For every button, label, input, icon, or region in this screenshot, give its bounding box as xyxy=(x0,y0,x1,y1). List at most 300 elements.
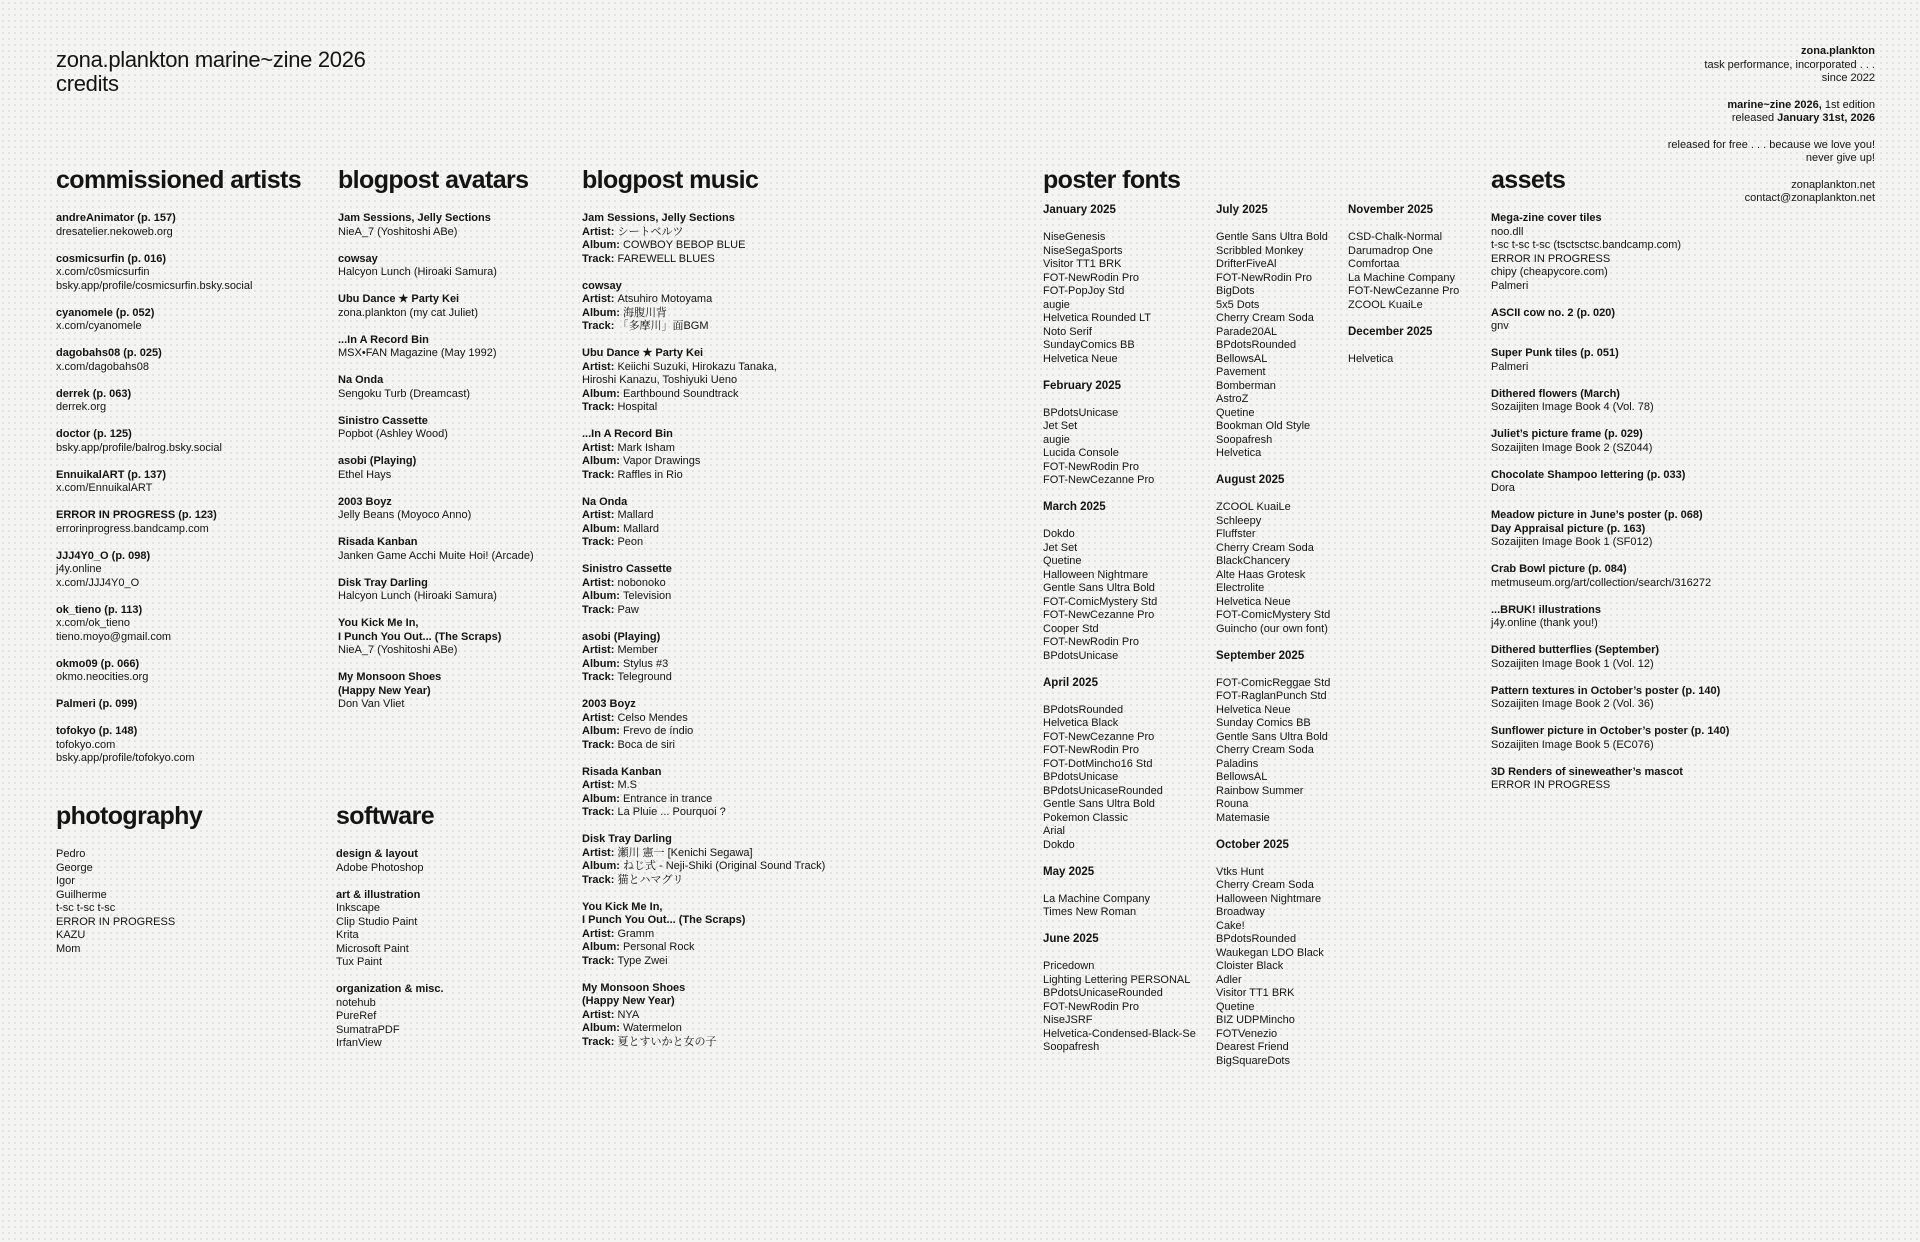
font-name: Broadway xyxy=(1216,906,1265,918)
font-month-heading: November 2025 xyxy=(1348,204,1434,216)
avatar-entry-text: Sengoku Turb (Dreamcast) xyxy=(338,387,471,400)
asset-entry xyxy=(1491,509,1761,550)
music-entry xyxy=(582,698,1022,752)
music-entry xyxy=(582,563,1022,617)
font-name: Quetine xyxy=(1216,406,1255,419)
artist-entry xyxy=(56,604,326,645)
avatar-entry xyxy=(338,496,568,523)
artist-entry xyxy=(56,388,326,415)
asset-entry-title: Dithered flowers (March) xyxy=(1491,387,1620,400)
free-note-2: never give up! xyxy=(1805,152,1875,164)
font-name: BPdotsRounded xyxy=(1043,703,1124,716)
asset-entry xyxy=(1491,469,1761,496)
asset-entry-text: gnv xyxy=(1491,320,1509,332)
font-month-heading: August 2025 xyxy=(1216,474,1285,486)
music-entry-line xyxy=(582,806,1022,820)
asset-entry-link[interactable]: j4y.online (thank you!) xyxy=(1491,617,1598,629)
avatar-entry-text: zona.plankton (my cat Juliet) xyxy=(338,306,479,319)
asset-entry xyxy=(1491,725,1761,752)
font-month-group xyxy=(1348,204,1478,312)
avatar-entry xyxy=(338,617,568,658)
avatar-entry-text: MSX•FAN Magazine (May 1992) xyxy=(338,347,497,359)
font-month-heading: January 2025 xyxy=(1043,204,1116,216)
font-name: BPdotsRounded xyxy=(1216,339,1297,351)
asset-entry-text: Palmeri xyxy=(1491,360,1529,373)
music-entry-label: Artist: xyxy=(582,927,618,940)
font-name: FOT-NewCezanne Pro xyxy=(1348,285,1460,297)
font-name: Helvetica xyxy=(1216,447,1262,459)
font-name: Helvetica-Condensed-Black-Se xyxy=(1043,1027,1196,1040)
asset-entry xyxy=(1491,563,1761,590)
font-name: DrifterFiveAl xyxy=(1216,258,1277,270)
photographer-name: KAZU xyxy=(56,929,86,941)
music-entry-value: nobonoko xyxy=(617,576,666,589)
font-name: Waukegan LDO Black xyxy=(1216,946,1324,959)
blogpost-music-list xyxy=(582,212,1022,1049)
font-name: FOT-NewRodin Pro xyxy=(1043,1000,1139,1013)
software-entry xyxy=(336,848,556,875)
music-entry-value: 海腹川背 xyxy=(622,306,667,319)
font-name: Times New Roman xyxy=(1043,906,1137,918)
music-entry-line xyxy=(582,712,1022,726)
music-entry-title: You Kick Me In, I Punch You Out... (The Scraps) xyxy=(582,900,746,926)
artist-entry-link[interactable]: bsky.app/profile/tofokyo.com xyxy=(56,752,195,764)
font-name: Visitor TT1 BRK xyxy=(1216,987,1295,999)
font-name: AstroZ xyxy=(1216,393,1249,405)
font-name: Dearest Friend xyxy=(1216,1041,1289,1053)
font-month-heading: September 2025 xyxy=(1216,649,1305,662)
font-name: La Machine Company xyxy=(1348,271,1456,284)
font-name: Arial xyxy=(1043,825,1066,837)
assets-heading: assets xyxy=(1491,166,1566,194)
avatar-entry-text: Jelly Beans (Moyoco Anno) xyxy=(338,509,472,521)
asset-entry-title: Super Punk tiles (p. 051) xyxy=(1491,347,1619,359)
software-entry-text: Clip Studio Paint xyxy=(336,915,418,928)
font-name: Bookman Old Style xyxy=(1216,420,1311,432)
avatar-entry-title: Disk Tray Darling xyxy=(338,576,428,589)
artist-entry-title: tofokyo (p. 148) xyxy=(56,725,138,737)
music-entry-line xyxy=(582,509,1022,523)
font-month-group xyxy=(1216,204,1346,461)
font-name: BellowsAL xyxy=(1216,352,1268,365)
font-name: BigSquareDots xyxy=(1216,1054,1290,1067)
artist-entry-title: JJJ4Y0_O (p. 098) xyxy=(56,549,151,562)
edition-suffix: 1st edition xyxy=(1821,98,1875,111)
font-name: FOT-NewRodin Pro xyxy=(1043,460,1139,473)
commissioned-artists-heading: commissioned artists xyxy=(56,166,302,194)
music-entry-label: Track: xyxy=(582,954,618,967)
font-name: Halloween Nightmare xyxy=(1043,568,1149,581)
artist-entry-link[interactable]: okmo.neocities.org xyxy=(56,671,149,683)
avatar-entry xyxy=(338,577,568,604)
font-name: Helvetica xyxy=(1348,352,1394,365)
blogpost-music-heading: blogpost music xyxy=(582,166,759,194)
font-name: SundayComics BB xyxy=(1043,339,1135,351)
font-name: Cherry Cream Soda xyxy=(1216,541,1314,554)
font-name: Quetine xyxy=(1043,555,1082,567)
music-entry-title: My Monsoon Shoes (Happy New Year) xyxy=(582,981,686,1007)
music-entry-label: Album: xyxy=(582,792,623,805)
asset-entry-link[interactable]: metmuseum.org/art/collection/search/316272 xyxy=(1491,576,1712,589)
font-name: BPdotsUnicaseRounded xyxy=(1043,784,1163,797)
music-entry-label: Track: xyxy=(582,252,618,265)
music-entry-label: Album: xyxy=(582,860,623,872)
software-section xyxy=(336,802,556,1064)
music-entry-label: Artist: xyxy=(582,1008,618,1021)
music-entry-label: Track: xyxy=(582,806,618,818)
music-entry-line xyxy=(582,388,1022,402)
asset-entry xyxy=(1491,766,1761,793)
asset-entry-text: Sozaijiten Image Book 1 (Vol. 12) xyxy=(1491,657,1654,670)
music-entry-title: Disk Tray Darling xyxy=(582,833,672,845)
asset-entry-title: Meadow picture in June’s poster (p. 068) Day Appraisal picture (p. 163) xyxy=(1491,509,1703,535)
font-name: NiseJSRF xyxy=(1043,1014,1093,1026)
font-name: Guincho (our own font) xyxy=(1216,622,1328,635)
avatar-entry-title: Na Onda xyxy=(338,374,384,386)
software-entry-text: SumatraPDF xyxy=(336,1023,400,1036)
commissioned-artists-list xyxy=(56,212,326,766)
font-name: Darumadrop One xyxy=(1348,244,1433,257)
music-entry-line xyxy=(582,1009,1022,1023)
font-name: BIZ UDPMincho xyxy=(1216,1014,1295,1026)
artist-entry-link[interactable]: errorinprogress.bandcamp.com xyxy=(56,522,209,535)
font-month-group xyxy=(1043,677,1213,853)
artist-entry-title: okmo09 (p. 066) xyxy=(56,657,140,670)
asset-entry-link[interactable]: chipy (cheapycore.com) xyxy=(1491,266,1608,278)
avatar-entry-title: Jam Sessions, Jelly Sections xyxy=(338,212,491,224)
music-entry-line xyxy=(582,361,1022,375)
music-entry-value: Television xyxy=(622,590,672,602)
music-entry-line xyxy=(582,226,1022,240)
font-name: Helvetica Neue xyxy=(1043,352,1118,365)
font-name: Jet Set xyxy=(1043,541,1078,554)
music-entry-title: 2003 Boyz xyxy=(582,698,636,710)
asset-entry xyxy=(1491,644,1761,671)
avatar-entry-title: Risada Kanban xyxy=(338,536,418,548)
font-month-group xyxy=(1043,380,1213,488)
font-name: Matemasie xyxy=(1216,811,1270,824)
edition-name: marine~zine 2026, xyxy=(1727,98,1822,111)
music-entry-line xyxy=(582,644,1022,658)
photographer-name: Mom xyxy=(56,942,81,955)
artist-entry-link[interactable]: x.com/EnnuikalART xyxy=(56,482,153,494)
font-name: Cloister Black xyxy=(1216,960,1284,972)
avatar-entry-text: Halcyon Lunch (Hiroaki Samura) xyxy=(338,266,497,278)
blogpost-avatars-list xyxy=(338,212,568,712)
photography-list xyxy=(56,848,276,956)
asset-entry-title: Chocolate Shampoo lettering (p. 033) xyxy=(1491,468,1686,481)
music-entry xyxy=(582,766,1022,820)
avatar-entry xyxy=(338,374,568,401)
poster-fonts-heading: poster fonts xyxy=(1043,166,1181,194)
asset-entry-title: ...BRUK! illustrations xyxy=(1491,603,1602,616)
font-name: Cherry Cream Soda xyxy=(1216,879,1314,891)
artist-entry-title: ok_tieno (p. 113) xyxy=(56,603,143,616)
music-entry-line xyxy=(582,955,1022,969)
music-entry-value: Peon xyxy=(617,536,644,548)
font-name: BPdotsUnicase xyxy=(1043,406,1119,419)
music-entry-line xyxy=(582,401,1022,415)
software-entry-text: Adobe Photoshop xyxy=(336,861,424,874)
font-name: Cake! xyxy=(1216,919,1245,932)
font-name: Helvetica Rounded LT xyxy=(1043,312,1152,324)
music-entry-line xyxy=(582,928,1022,942)
avatar-entry xyxy=(338,455,568,482)
avatar-entry-title: 2003 Boyz xyxy=(338,495,392,508)
asset-entry xyxy=(1491,388,1761,415)
music-entry xyxy=(582,212,1022,266)
music-entry-value: Hiroshi Kanazu, Toshiyuki Ueno xyxy=(582,374,738,386)
music-entry-line xyxy=(582,779,1022,793)
assets-list xyxy=(1491,212,1761,793)
font-name: NiseGenesis xyxy=(1043,231,1106,243)
music-entry-value: Mallard xyxy=(622,522,660,535)
font-name: Cherry Cream Soda xyxy=(1216,744,1314,756)
music-entry-line xyxy=(582,847,1022,861)
asset-entry xyxy=(1491,307,1761,334)
artist-entry-link[interactable]: x.com/cyanomele xyxy=(56,320,142,332)
music-entry-line xyxy=(582,442,1022,456)
artist-entry xyxy=(56,347,326,374)
music-entry-label: Artist: xyxy=(582,779,618,791)
software-entry-text: Tux Paint xyxy=(336,956,383,968)
asset-entry xyxy=(1491,212,1761,293)
font-name: Dokdo xyxy=(1043,838,1075,851)
font-name: Lucida Console xyxy=(1043,447,1119,459)
photography-section xyxy=(56,802,276,956)
artist-entry-title: Palmeri (p. 099) xyxy=(56,698,138,710)
music-entry-line xyxy=(582,941,1022,955)
font-name: Pricedown xyxy=(1043,960,1095,972)
font-month-group xyxy=(1043,204,1213,366)
font-name: BigDots xyxy=(1216,285,1255,297)
music-entry-label: Album: xyxy=(582,306,623,319)
font-name: Visitor TT1 BRK xyxy=(1043,258,1122,270)
font-name: FOT-ComicReggae Std xyxy=(1216,676,1331,689)
font-name: BPdotsUnicase xyxy=(1043,649,1119,662)
font-name: Rouna xyxy=(1216,798,1249,810)
document-title xyxy=(56,48,366,96)
music-entry-value: Member xyxy=(617,644,658,656)
music-entry-line xyxy=(582,253,1022,267)
music-entry-label: Artist: xyxy=(582,225,618,238)
font-name: La Machine Company xyxy=(1043,892,1151,905)
font-name: Quetine xyxy=(1216,1000,1255,1013)
asset-entry-text: Dora xyxy=(1491,482,1515,494)
avatar-entry-text: Don Van Vliet xyxy=(338,698,405,710)
avatar-entry xyxy=(338,253,568,280)
music-entry xyxy=(582,280,1022,334)
music-entry-line xyxy=(582,293,1022,307)
font-name: FOT-DotMincho16 Std xyxy=(1043,757,1153,770)
font-name: FOT-NewRodin Pro xyxy=(1216,271,1312,284)
assets-section xyxy=(1491,166,1761,806)
avatar-entry-title: My Monsoon Shoes (Happy New Year) xyxy=(338,671,442,697)
font-name: augie xyxy=(1043,433,1070,446)
artist-entry-link[interactable]: dresatelier.nekoweb.org xyxy=(56,225,173,238)
music-entry-line xyxy=(582,1022,1022,1036)
font-name: Gentle Sans Ultra Bold xyxy=(1043,582,1155,594)
font-name: Cooper Std xyxy=(1043,622,1099,635)
font-name: FOT-RaglanPunch Std xyxy=(1216,690,1327,702)
music-entry-label: Album: xyxy=(582,657,623,670)
asset-entry-title: Mega-zine cover tiles xyxy=(1491,212,1602,224)
music-entry-value: 「多摩川」面BGM xyxy=(617,320,709,332)
avatar-entry xyxy=(338,212,568,239)
music-entry-label: Album: xyxy=(582,1022,623,1034)
website-link[interactable]: zonaplankton.net xyxy=(1791,178,1875,191)
music-entry-value: Mallard xyxy=(617,509,654,521)
avatar-entry-title: Sinistro Cassette xyxy=(338,414,428,427)
contact-email[interactable]: contact@zonaplankton.net xyxy=(1744,192,1875,204)
music-entry-line xyxy=(582,320,1022,334)
title-line-1: zona.plankton marine~zine 2026 xyxy=(56,47,366,72)
asset-entry-title: ASCII cow no. 2 (p. 020) xyxy=(1491,306,1616,319)
asset-entry-link[interactable]: t-sc t-sc t-sc (tsctsctsc.bandcamp.com) xyxy=(1491,239,1682,251)
music-entry-line xyxy=(582,658,1022,672)
asset-entry-text: ERROR IN PROGRESS xyxy=(1491,252,1611,265)
artist-entry xyxy=(56,469,326,496)
music-entry-line xyxy=(582,1036,1022,1050)
artist-entry-title: andreAnimator (p. 157) xyxy=(56,212,176,224)
asset-entry xyxy=(1491,604,1761,631)
artist-entry-link[interactable]: bsky.app/profile/cosmicsurfin.bsky.social xyxy=(56,279,253,292)
font-month-heading: April 2025 xyxy=(1043,676,1098,689)
music-entry-label: Artist: xyxy=(582,441,618,454)
music-entry-value: Raffles in Rio xyxy=(617,468,683,481)
font-name: Sunday Comics BB xyxy=(1216,717,1311,729)
released-date: January 31st, 2026 xyxy=(1777,112,1875,124)
software-entry-text: PureRef xyxy=(336,1010,377,1022)
music-entry-label: Album: xyxy=(582,455,623,467)
music-entry-value: Boca de siri xyxy=(617,738,675,751)
music-entry-value: Keiichi Suzuki, Hirokazu Tanaka, xyxy=(617,360,777,373)
music-entry-value: Stylus #3 xyxy=(622,657,669,670)
font-name: ZCOOL KuaiLe xyxy=(1216,501,1291,513)
font-name: BPdotsRounded xyxy=(1216,933,1297,945)
music-entry-title: cowsay xyxy=(582,279,622,292)
artist-entry-link[interactable]: x.com/dagobahs08 xyxy=(56,360,149,373)
font-name: Comfortaa xyxy=(1348,258,1400,270)
music-entry xyxy=(582,428,1022,482)
font-name: Gentle Sans Ultra Bold xyxy=(1216,231,1328,243)
asset-entry xyxy=(1491,428,1761,455)
music-entry-label: Artist: xyxy=(582,711,618,724)
asset-entry xyxy=(1491,347,1761,374)
music-entry-value: シートベルツ xyxy=(617,225,684,238)
font-name: Helvetica Black xyxy=(1043,717,1119,729)
font-name: CSD-Chalk-Normal xyxy=(1348,231,1443,243)
photographer-name: ERROR IN PROGRESS xyxy=(56,915,176,928)
music-entry-label: Track: xyxy=(582,401,618,413)
font-name: FOT-NewCezanne Pro xyxy=(1043,730,1155,743)
font-name: FOTVenezio xyxy=(1216,1027,1278,1040)
font-name: Helvetica Neue xyxy=(1216,703,1291,716)
music-entry-value: Watermelon xyxy=(622,1022,682,1034)
music-entry-title: Na Onda xyxy=(582,495,628,508)
avatar-entry xyxy=(338,415,568,442)
artist-entry-link[interactable]: j4y.online xyxy=(56,563,102,575)
free-note-1: released for free . . . because we love you! xyxy=(1667,138,1875,151)
asset-entry-text: Sozaijiten Image Book 5 (EC076) xyxy=(1491,738,1654,751)
music-entry-label: Album: xyxy=(582,941,623,953)
music-entry-label: Track: xyxy=(582,468,618,481)
font-name: Pokemon Classic xyxy=(1043,811,1128,824)
photographer-name: Igor xyxy=(56,875,75,887)
asset-entry xyxy=(1491,685,1761,712)
music-entry-value: FAREWELL BLUES xyxy=(617,252,715,265)
software-entry xyxy=(336,889,556,970)
music-entry-title: Ubu Dance ★ Party Kei xyxy=(582,347,704,359)
music-entry-label: Album: xyxy=(582,522,623,535)
artist-entry-link[interactable]: bsky.app/profile/balrog.bsky.social xyxy=(56,441,222,454)
artist-entry-link[interactable]: derrek.org xyxy=(56,401,107,413)
music-entry-value: Mark Isham xyxy=(617,441,675,454)
music-entry-value: Atsuhiro Motoyama xyxy=(617,293,713,305)
font-month-heading: July 2025 xyxy=(1216,204,1268,216)
asset-entry-title: 3D Renders of sineweather’s mascot xyxy=(1491,765,1683,778)
avatar-entry xyxy=(338,536,568,563)
artist-entry-link[interactable]: x.com/ok_tieno xyxy=(56,617,130,629)
org-name: zona.plankton xyxy=(1801,45,1875,57)
artist-entry-link[interactable]: x.com/c0smicsurfin xyxy=(56,266,150,278)
music-entry-value: 夏とすいかと女の子 xyxy=(617,1035,717,1048)
font-name: FOT-NewRodin Pro xyxy=(1043,636,1139,648)
music-entry-label: Track: xyxy=(582,671,618,683)
font-name: Jet Set xyxy=(1043,420,1078,432)
software-entry-text: notehub xyxy=(336,996,376,1009)
software-entry-title: organization & misc. xyxy=(336,983,444,995)
font-month-heading: June 2025 xyxy=(1043,933,1099,945)
music-entry-line xyxy=(582,523,1022,537)
music-entry-title: Jam Sessions, Jelly Sections xyxy=(582,212,735,224)
poster-fonts-column-3 xyxy=(1348,204,1478,380)
avatar-entry-text: Popbot (Ashley Wood) xyxy=(338,428,448,440)
music-entry-label: Artist: xyxy=(582,509,618,521)
avatar-entry-title: You Kick Me In, I Punch You Out... (The Scraps) xyxy=(338,617,502,643)
music-entry-line xyxy=(582,307,1022,321)
font-name: Lighting Lettering PERSONAL xyxy=(1043,973,1191,986)
music-entry-line xyxy=(582,874,1022,888)
artist-entry xyxy=(56,509,326,536)
font-name: ZCOOL KuaiLe xyxy=(1348,298,1423,311)
music-entry xyxy=(582,901,1022,969)
software-entry xyxy=(336,983,556,1051)
font-name: Dokdo xyxy=(1043,528,1075,540)
music-entry-title: asobi (Playing) xyxy=(582,630,661,643)
asset-entry-text: noo.dll xyxy=(1491,225,1524,238)
music-entry-value: 瀬川 憲一 [Kenichi Segawa] xyxy=(617,846,753,859)
avatar-entry xyxy=(338,293,568,320)
asset-entry-text: ERROR IN PROGRESS xyxy=(1491,779,1611,791)
tagline-2: since 2022 xyxy=(1821,72,1875,84)
tagline-1: task performance, incorporated . . . xyxy=(1704,58,1875,71)
music-entry-label: Artist: xyxy=(582,360,618,373)
asset-entry-text: Sozaijiten Image Book 2 (SZ044) xyxy=(1491,441,1653,454)
asset-entry-title: Pattern textures in October’s poster (p. 140) xyxy=(1491,684,1721,697)
music-entry-label: Track: xyxy=(582,320,618,332)
artist-entry-link[interactable]: tieno.moyo@gmail.com xyxy=(56,630,172,643)
software-heading: software xyxy=(336,802,435,830)
artist-entry-link[interactable]: x.com/JJJ4Y0_O xyxy=(56,576,140,589)
font-name: Soopafresh xyxy=(1043,1041,1100,1053)
artist-entry-title: dagobahs08 (p. 025) xyxy=(56,347,162,359)
artist-entry-link[interactable]: tofokyo.com xyxy=(56,738,116,751)
title-line-2: credits xyxy=(56,71,119,96)
artist-entry xyxy=(56,253,326,294)
poster-fonts-column-2 xyxy=(1216,204,1346,1082)
released-prefix: released xyxy=(1731,112,1778,124)
